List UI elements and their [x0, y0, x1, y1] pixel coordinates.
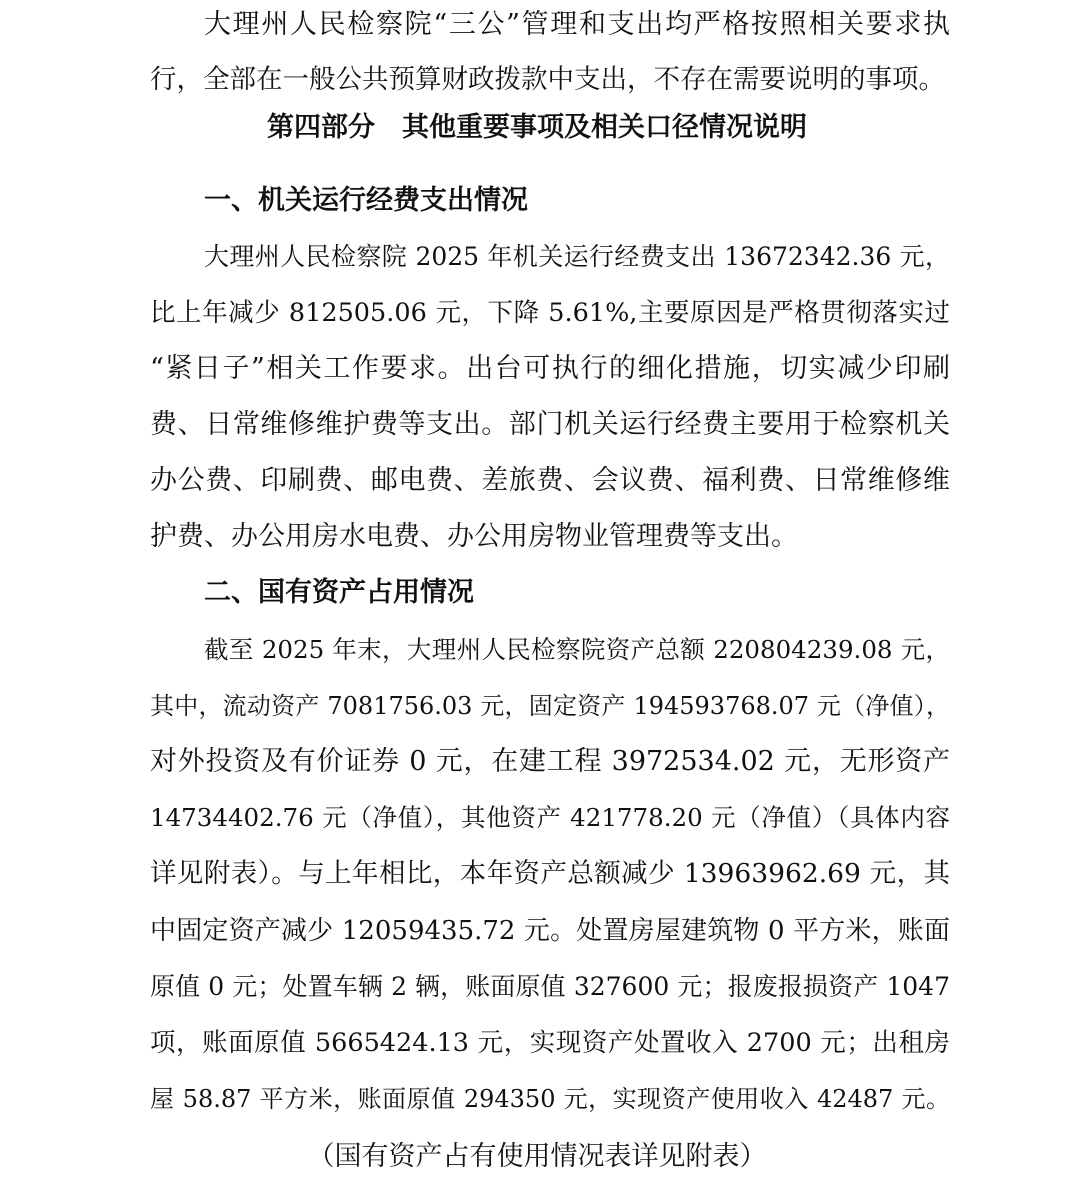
- section-one-line-5: 办公费、印刷费、邮电费、差旅费、会议费、福利费、日常维修维: [150, 465, 950, 496]
- section-two-heading: 二、国有资产占用情况: [204, 577, 474, 608]
- section-two-line-1: 截至 2025 年末，大理州人民检察院资产总额 220804239.08 元，: [204, 635, 950, 664]
- part-four-title: 第四部分 其他重要事项及相关口径情况说明: [267, 112, 807, 143]
- section-two-line-9: 屋 58.87 平方米，账面原值 294350 元，实现资产使用收入 42487 元。: [150, 1085, 950, 1113]
- section-two-line-7: 原值 0 元；处置车辆 2 辆，账面原值 327600 元；报废报损资产 1047: [150, 972, 950, 1001]
- section-two-line-8: 项，账面原值 5665424.13 元，实现资产处置收入 2700 元；出租房: [150, 1028, 950, 1058]
- section-one-line-4: 费、日常维修维护费等支出。部门机关运行经费主要用于检察机关: [150, 409, 950, 440]
- section-one-heading: 一、机关运行经费支出情况: [204, 185, 528, 216]
- intro-line-1: 大理州人民检察院“三公”管理和支出均严格按照相关要求执: [204, 9, 950, 40]
- intro-line-2: 行，全部在一般公共预算财政拨款中支出，不存在需要说明的事项。: [150, 64, 945, 95]
- section-one-line-1: 大理州人民检察院 2025 年机关运行经费支出 13672342.36 元，: [204, 242, 950, 271]
- section-one-line-6: 护费、办公用房水电费、办公用房物业管理费等支出。: [150, 521, 798, 552]
- section-two-line-4: 14734402.76 元（净值），其他资产 421778.20 元（净值）（具体内容: [150, 803, 950, 832]
- appendix-note: （国有资产占有使用情况表详见附表）: [307, 1141, 767, 1172]
- section-two-line-2: 其中，流动资产 7081756.03 元，固定资产 194593768.07 元（净值），: [150, 692, 950, 720]
- section-two-line-3: 对外投资及有价证券 0 元，在建工程 3972534.02 元，无形资产: [150, 746, 950, 777]
- section-one-line-2: 比上年减少 812505.06 元，下降 5.61%,主要原因是严格贯彻落实过: [150, 298, 950, 328]
- section-one-line-3: “紧日子”相关工作要求。出台可执行的细化措施，切实减少印刷: [150, 353, 950, 384]
- section-two-line-6: 中固定资产减少 12059435.72 元。处置房屋建筑物 0 平方米，账面: [150, 916, 950, 946]
- section-two-line-5: 详见附表）。与上年相比，本年资产总额减少 13963962.69 元，其: [150, 858, 950, 889]
